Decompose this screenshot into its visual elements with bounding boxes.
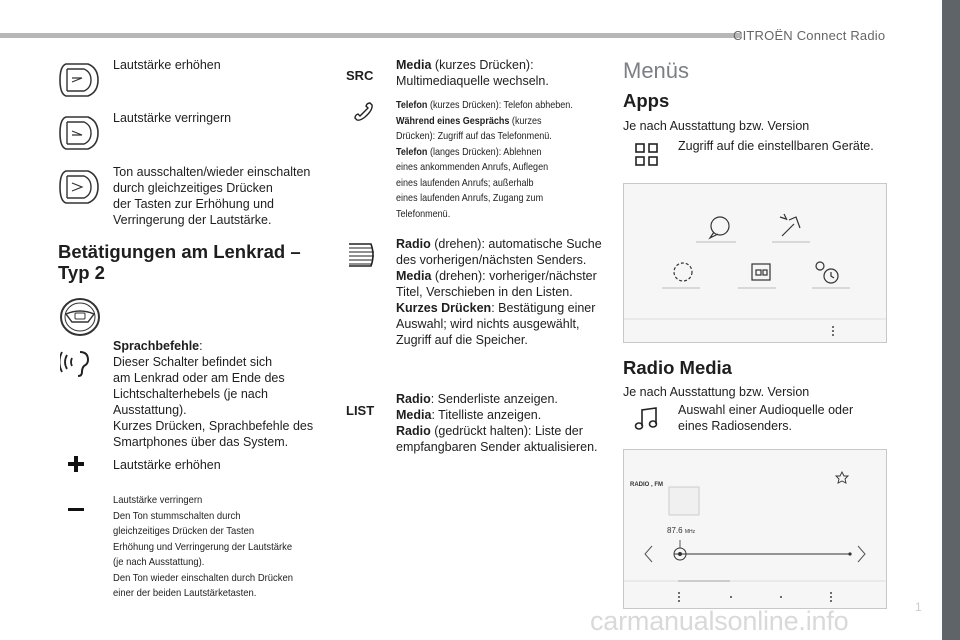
apps-grid-icon <box>634 142 660 168</box>
watermark: carmanualsonline.info <box>590 606 849 636</box>
radio-band-label: RADIO , FM <box>630 482 663 488</box>
src-label: SRC <box>346 68 374 83</box>
header-bar <box>0 33 742 38</box>
frequency-label: 87.6 MHz <box>667 526 696 535</box>
volume-down-text: Lautstärke verringern <box>113 111 232 125</box>
phone-icon <box>352 100 376 124</box>
minus-icon <box>68 508 84 511</box>
src-text: Media (kurzes Drücken): Multimediaquelle wechseln. <box>396 58 549 88</box>
apps-screen-illustration <box>623 183 887 343</box>
manual-title: CITROËN Connect Radio <box>733 28 886 43</box>
steering-button-minus-icon <box>58 113 102 153</box>
radio-screen-illustration <box>623 449 887 609</box>
music-note-icon <box>634 406 660 432</box>
page-number: 1 <box>915 600 922 614</box>
menus-heading: Menüs <box>623 58 690 83</box>
phone-text: Telefon (kurzes Drücken): Telefon abheben. Während eines Gesprächs (kurzes Drücken): Zugriff auf das Telefonmenü. Telefon (langes Drücken): Ablehnen eines ankommenden Anrufs, Auflegen eines laufenden Anrufs; außerhalb eines laufenden Anrufs, Zugang zum Telefonmenü. <box>396 99 573 220</box>
steering-button-mute-icon <box>58 167 102 207</box>
side-strip <box>942 0 960 640</box>
plus-text: Lautstärke erhöhen <box>113 458 221 472</box>
thumbwheel-icon <box>345 238 379 272</box>
steering-wheel-icon <box>58 296 102 338</box>
minus-text: Lautstärke verringern Den Ton stummschalten durch gleichzeitiges Drücken der Tasten Erhöhung und Verringerung der Lautstärke (je nach Ausstattung). Den Ton wieder einschalten durch Drücken einer der beiden Lautstärketasten. <box>113 494 294 599</box>
apps-desc: Zugriff auf die einstellbaren Geräte. <box>678 139 874 153</box>
voice-command-icon <box>60 346 96 380</box>
steering-type2-heading: Betätigungen am Lenkrad – Typ 2 <box>58 241 301 283</box>
apps-heading: Apps <box>623 90 670 111</box>
radio-desc: Auswahl einer Audioquelle oder eines Radiosenders. <box>678 403 854 433</box>
thumbwheel-text: Radio (drehen): automatische Suche des vorherigen/nächsten Senders. Media (drehen): vorheriger/nächster Titel, Verschieben in den Listen. Kurzes Drücken: Bestätigung einer Auswahl; wird nichts ausgewählt, Zugriff auf die Speicher. <box>396 237 602 347</box>
steering-button-plus-icon <box>58 60 102 100</box>
list-text: Radio: Senderliste anzeigen. Media: Titelliste anzeigen. Radio (gedrückt halten): Liste der empfangbaren Sender aktualisieren. <box>396 392 598 454</box>
list-label: LIST <box>346 403 375 418</box>
volume-up-text: Lautstärke erhöhen <box>113 58 221 72</box>
radio-media-heading: Radio Media <box>623 357 732 378</box>
mute-text: Ton ausschalten/wieder einschalten durch gleichzeitiges Drücken der Tasten zur Erhöhung und Verringerung der Lautstärke. <box>113 165 311 227</box>
radio-version: Je nach Ausstattung bzw. Version <box>623 385 810 399</box>
apps-version: Je nach Ausstattung bzw. Version <box>623 119 810 133</box>
voice-command-text: Sprachbefehle: Dieser Schalter befindet sich am Lenkrad oder am Ende des Lichtschalterhebels (je nach Ausstattung). Kurzes Drücken, Sprachbefehle des Smartphones über das System. <box>113 339 314 449</box>
